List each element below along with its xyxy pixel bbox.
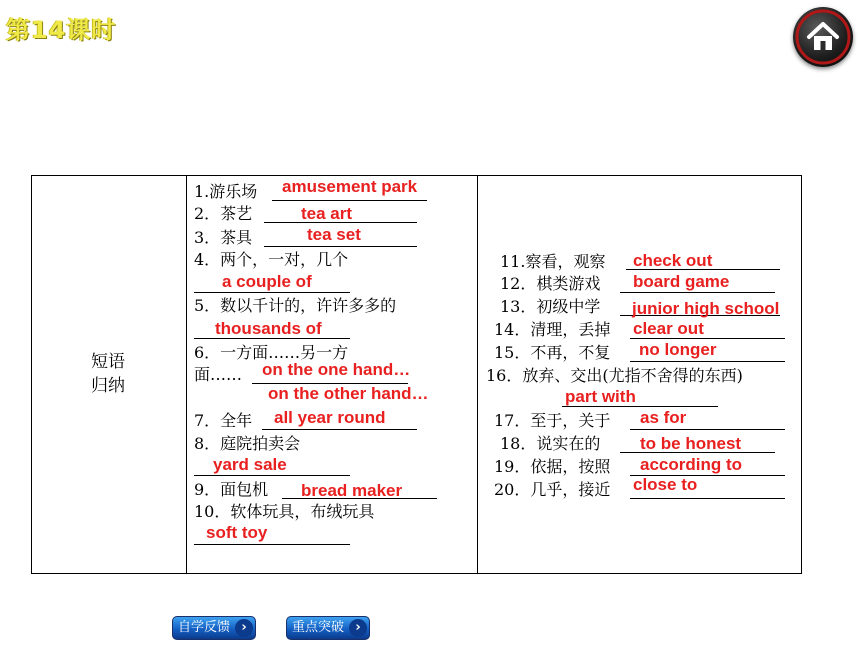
phrase-answer: part with — [565, 387, 636, 406]
phrase-answer: amusement park — [282, 177, 418, 196]
phrase-prompt: 5．数以千计的，许许多多的 — [194, 296, 397, 315]
chevron-right-icon: › — [235, 619, 253, 637]
phrase-prompt: 11.察看，观察 — [500, 252, 606, 271]
phrase-prompt: 8．庭院拍卖会 — [194, 434, 301, 453]
phrase-answer: all year round — [274, 408, 386, 427]
phrase-prompt: 7．全年 — [194, 411, 253, 430]
answer-blank — [620, 292, 775, 293]
phrase-answer: on the other hand… — [268, 384, 429, 403]
phrase-prompt: 3．茶具 — [194, 228, 253, 247]
answer-blank — [262, 429, 417, 430]
category-line: 归纳 — [91, 376, 125, 396]
chevron-right-icon: › — [349, 619, 367, 637]
answer-blank — [630, 498, 785, 499]
phrase-answer: tea art — [301, 204, 353, 223]
phrase-prompt: 19．依据，按照 — [494, 457, 611, 476]
phrase-answer: check out — [633, 251, 713, 270]
phrase-answer: thousands of — [215, 319, 322, 338]
phrase-answer: according to — [640, 455, 743, 474]
phrase-prompt: 面…… — [194, 365, 243, 384]
column-divider — [186, 176, 187, 573]
category-line: 短语 — [91, 352, 125, 372]
phrase-prompt: 10．软体玩具，布绒玩具 — [194, 502, 375, 521]
home-icon — [793, 7, 853, 67]
key-breakthrough-label: 重点突破 — [292, 620, 345, 635]
phrase-answer: clear out — [633, 319, 704, 338]
phrase-answer: soft toy — [206, 523, 268, 542]
phrase-answer: a couple of — [222, 272, 312, 291]
phrase-answer: bread maker — [301, 481, 403, 500]
phrase-prompt: 4．两个，一对，几个 — [194, 250, 349, 269]
phrase-answer: close to — [633, 475, 698, 494]
phrase-answer: board game — [633, 272, 730, 291]
phrase-prompt: 16．放弃、交出(尤指不舍得的东西) — [486, 366, 743, 385]
home-button[interactable] — [793, 7, 853, 67]
answer-blank — [630, 429, 785, 430]
phrase-prompt: 9．面包机 — [194, 480, 269, 499]
phrase-answer: junior high school — [632, 299, 780, 318]
answer-blank — [194, 292, 350, 293]
phrase-answer: to be honest — [640, 434, 742, 453]
phrase-prompt: 18．说实在的 — [500, 434, 601, 453]
phrase-prompt: 2．茶艺 — [194, 204, 253, 223]
phrase-prompt: 15．不再，不复 — [494, 343, 611, 362]
phrase-answer: yard sale — [213, 455, 287, 474]
answer-blank — [630, 361, 785, 362]
column-divider — [477, 176, 478, 573]
phrase-prompt: 14．清理，丢掉 — [494, 320, 611, 339]
lesson-title: 第14课时 — [6, 16, 117, 44]
phrase-prompt: 13．初级中学 — [500, 297, 601, 316]
phrase-answer: as for — [640, 408, 687, 427]
phrase-prompt: 20．几乎，接近 — [494, 480, 611, 499]
answer-blank — [272, 200, 427, 201]
self-feedback-button[interactable] — [172, 616, 256, 640]
category-label — [58, 350, 158, 398]
phrase-answer: on the one hand… — [262, 360, 411, 379]
answer-blank — [194, 475, 350, 476]
key-breakthrough-button[interactable] — [286, 616, 370, 640]
phrase-prompt: 1.游乐场 — [194, 182, 258, 201]
phrase-prompt: 17．至于，关于 — [494, 411, 611, 430]
phrase-answer: tea set — [307, 225, 361, 244]
self-feedback-label: 自学反馈 — [178, 620, 231, 635]
phrase-answer: no longer — [639, 340, 717, 359]
phrase-prompt: 6．一方面……另一方 — [194, 343, 349, 362]
phrase-prompt: 12．棋类游戏 — [500, 274, 601, 293]
answer-blank — [194, 544, 350, 545]
answer-blank — [264, 246, 417, 247]
